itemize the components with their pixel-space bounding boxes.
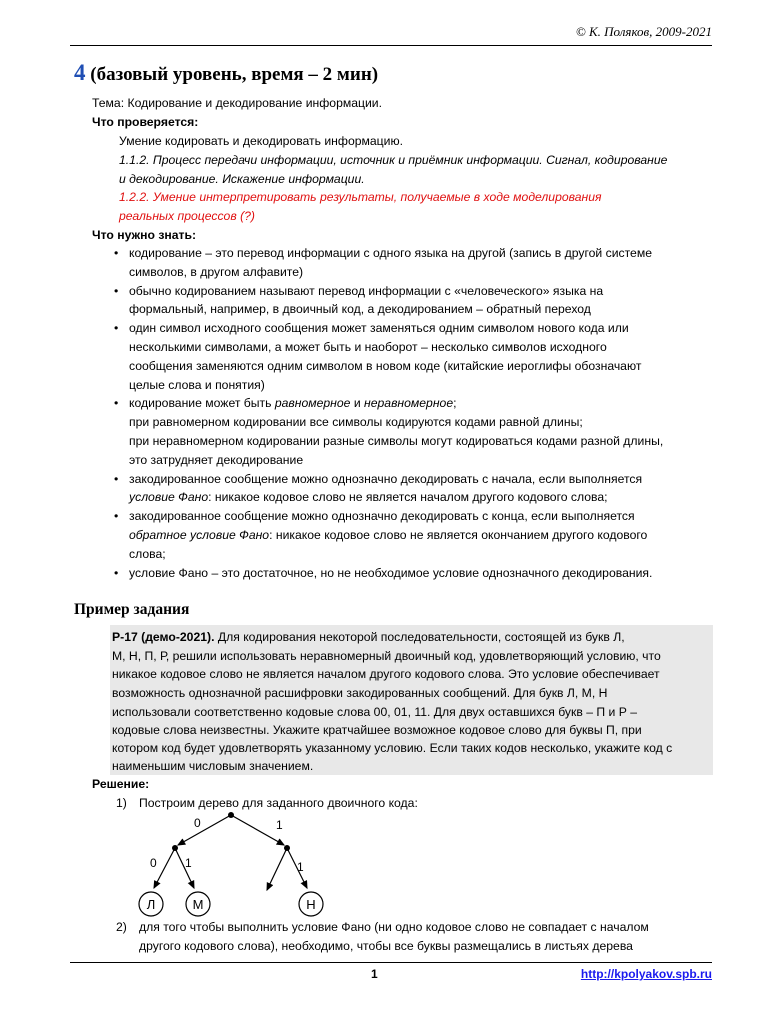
list-item <box>112 282 722 320</box>
step-text: Построим дерево для заданного двоичного кода: <box>139 796 418 810</box>
topic-line: Тема: Кодирование и декодирование информации. <box>92 96 382 110</box>
check-item: и декодирование. Искажение информации. <box>119 172 365 186</box>
list-item-text: сообщения заменяются одним символом в новом коде (китайские иероглифы обозначают <box>129 358 642 373</box>
task-heading <box>74 60 378 86</box>
knowledge-list <box>112 244 722 582</box>
list-item <box>112 564 722 583</box>
check-item: реальных процессов (?) <box>119 209 255 223</box>
bullet-icon: • <box>114 565 119 580</box>
list-item-text: при неравномерном кодировании разные символы могут кодироваться кодами разной длины, <box>129 433 664 448</box>
task-number: 4 <box>74 60 86 85</box>
header-divider <box>70 45 712 46</box>
page-number: 1 <box>371 967 378 981</box>
list-item <box>112 507 722 563</box>
bullet-icon: • <box>114 246 119 260</box>
list-item-text: целые слова и понятия) <box>129 377 265 392</box>
list-item <box>112 244 722 282</box>
bullet-icon: • <box>114 283 119 298</box>
list-item-text: закодированное сообщение можно однозначно декодировать с конца, если выполняется <box>129 509 635 524</box>
list-item-text: кодирование может быть равномерное и неравномерное; <box>129 396 457 411</box>
check-item: 1.2.2. Умение интерпретировать результаты, получаемые в ходе моделирования <box>119 190 602 204</box>
list-item-text: кодирование – это перевод информации с одного языка на другой (запись в другой системе <box>129 246 652 260</box>
tree-leaf-label: Л <box>146 897 156 912</box>
list-item <box>112 319 722 394</box>
list-item <box>112 470 722 508</box>
problem-line: Р-17 (демо-2021). Для кодирования некоторой последовательности, состоящей из букв Л, <box>112 630 625 644</box>
header-copyright: © К. Поляков, 2009-2021 <box>575 24 712 39</box>
solution-heading: Решение: <box>92 777 150 791</box>
list-item-text: обычно кодированием называют перевод информации с «человеческого» языка на <box>129 283 604 298</box>
list-item-text: закодированное сообщение можно однозначно декодировать с начала, если выполняется <box>129 471 643 486</box>
checks-heading: Что проверяется: <box>92 115 199 129</box>
bullet-icon: • <box>114 396 119 411</box>
tree-edge-label: 1 <box>185 856 192 870</box>
list-item-text: условие Фано: никакое кодовое слово не является началом другого кодового слова; <box>129 490 608 505</box>
list-item-text: формальный, например, в двоичный код, а декодированием – обратный переход <box>129 302 591 317</box>
footer-link[interactable]: http://kpolyakov.spb.ru <box>580 967 712 981</box>
list-item-text: условие Фано – это достаточное, но не необходимое условие однозначного декодирования. <box>129 565 653 580</box>
problem-line: М, Н, П, Р, решили использовать неравномерный двоичный код, удовлетворяющий условию, что <box>112 649 661 663</box>
step-number: 2) <box>116 920 127 934</box>
list-item <box>112 394 722 469</box>
tree-leaf-label: Н <box>306 897 316 912</box>
example-title: Пример задания <box>74 601 190 618</box>
tree-edge <box>267 848 287 890</box>
problem-line: никакое кодовое слово не является началом другого кодового слова. Это условие обеспечивает <box>112 667 660 681</box>
list-item-text: символов, в другом алфавите) <box>129 264 304 279</box>
tree-edge-label: 1 <box>297 860 304 874</box>
list-item-text: слова; <box>129 546 166 561</box>
tree-edge-label: 0 <box>194 816 201 830</box>
list-item-text: несколькими символами, а может быть и наоборот – несколько символов исходного <box>129 339 607 354</box>
task-title: (базовый уровень, время – 2 мин) <box>90 64 379 85</box>
bullet-icon: • <box>114 471 119 486</box>
tree-edge <box>178 815 231 845</box>
list-item-text: один символ исходного сообщения может заменяться одним символом нового кода или <box>129 321 629 336</box>
problem-line: котором код будет удовлетворять указанному условию. Если таких кодов несколько, укажите код с <box>112 741 673 755</box>
footer-divider <box>70 962 712 963</box>
problem-label: Р-17 (демо-2021). <box>112 630 215 644</box>
bullet-icon: • <box>114 509 119 524</box>
step-text: другого кодового слова), необходимо, чтобы все буквы размещались в листьях дерева <box>139 939 633 953</box>
list-item-text: обратное условие Фано: никакое кодовое слово не является окончанием другого кодового <box>129 527 648 542</box>
binary-tree-diagram <box>130 808 350 920</box>
tree-edge-label: 0 <box>150 856 157 870</box>
list-item-text: это затрудняет декодирование <box>129 452 304 467</box>
step-number: 1) <box>116 796 127 810</box>
know-heading: Что нужно знать: <box>92 228 197 242</box>
tree-edge-label: 1 <box>276 818 283 832</box>
problem-line: кодовые слова неизвестны. Укажите кратчайшее возможное кодовое слово для буквы П, при <box>112 723 642 737</box>
tree-leaf-label: М <box>192 897 204 912</box>
problem-line: использовали соответственно кодовые слова 00, 01, 11. Для двух оставшихся букв – П и Р – <box>112 705 637 719</box>
bullet-icon: • <box>114 321 119 336</box>
tree-edge <box>154 848 175 888</box>
problem-line: наименьшим числовым значением. <box>112 759 314 773</box>
check-item: Умение кодировать и декодировать информацию. <box>119 134 403 148</box>
check-item: 1.1.2. Процесс передачи информации, источник и приёмник информации. Сигнал, кодирование <box>119 153 668 167</box>
problem-line: возможность однозначной расшифровки закодированных сообщений. Для букв Л, М, Н <box>112 686 608 700</box>
step-text: для того чтобы выполнить условие Фано (ни одно кодовое слово не совпадает с началом <box>139 920 649 934</box>
list-item-text: при равномерном кодировании все символы кодируются кодами равной длины; <box>129 415 583 430</box>
